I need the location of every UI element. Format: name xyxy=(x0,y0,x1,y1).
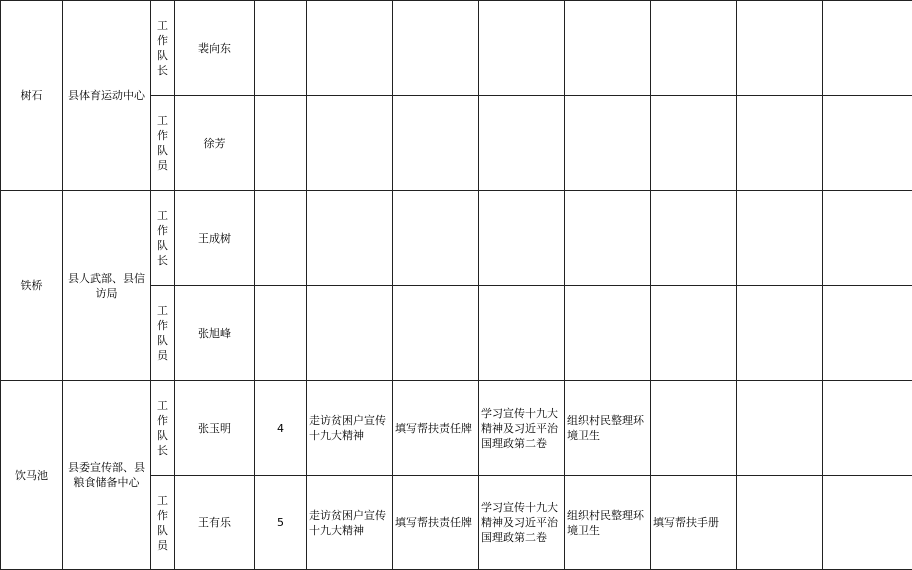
count-cell xyxy=(255,1,307,96)
empty-cell xyxy=(823,1,912,96)
name-cell: 王成树 xyxy=(175,191,255,286)
village-cell: 铁桥 xyxy=(1,191,63,381)
task-cell: 填写帮扶手册 xyxy=(651,476,737,570)
task-cell: 填写帮扶责任牌 xyxy=(393,476,479,570)
empty-cell xyxy=(823,286,912,381)
task-cell xyxy=(479,1,565,96)
role-cell xyxy=(151,476,175,570)
task-cell: 走访贫困户宣传十九大精神 xyxy=(307,476,393,570)
empty-cell xyxy=(737,191,823,286)
task-cell xyxy=(307,1,393,96)
name-cell: 张玉明 xyxy=(175,381,255,476)
task-cell xyxy=(307,96,393,191)
task-cell: 组织村民整理环境卫生 xyxy=(565,476,651,570)
task-cell xyxy=(393,1,479,96)
empty-cell xyxy=(737,1,823,96)
count-cell xyxy=(255,286,307,381)
role-label: 工作队员 xyxy=(157,493,168,552)
task-cell xyxy=(651,191,737,286)
task-cell xyxy=(651,1,737,96)
task-cell xyxy=(307,191,393,286)
task-cell xyxy=(479,191,565,286)
task-cell xyxy=(307,286,393,381)
empty-cell xyxy=(737,476,823,570)
count-cell xyxy=(255,96,307,191)
role-cell xyxy=(151,96,175,191)
name-cell: 徐芳 xyxy=(175,96,255,191)
task-cell xyxy=(479,96,565,191)
task-cell xyxy=(565,191,651,286)
task-cell xyxy=(479,286,565,381)
task-cell xyxy=(565,1,651,96)
role-label: 工作队员 xyxy=(157,114,168,172)
unit-cell: 县委宣传部、县粮食储备中心 xyxy=(63,381,151,570)
role-label: 工作队长 xyxy=(157,19,168,77)
table-row xyxy=(1,191,912,286)
village-cell: 树石 xyxy=(1,1,63,191)
name-cell: 王有乐 xyxy=(175,476,255,570)
task-cell: 填写帮扶责任牌 xyxy=(393,381,479,476)
empty-cell xyxy=(823,96,912,191)
role-cell xyxy=(151,381,175,476)
name-cell: 张旭峰 xyxy=(175,286,255,381)
unit-cell: 县人武部、县信访局 xyxy=(63,191,151,381)
task-cell xyxy=(393,286,479,381)
task-cell xyxy=(393,96,479,191)
name-cell: 裴向东 xyxy=(175,1,255,96)
task-cell xyxy=(565,96,651,191)
count-cell: 5 xyxy=(255,476,307,570)
empty-cell xyxy=(823,191,912,286)
task-cell: 学习宣传十九大精神及习近平治国理政第二卷 xyxy=(479,381,565,476)
role-cell xyxy=(151,191,175,286)
empty-cell xyxy=(823,476,912,570)
role-cell xyxy=(151,286,175,381)
task-cell: 走访贫困户宣传十九大精神 xyxy=(307,381,393,476)
role-label: 工作队长 xyxy=(157,399,168,457)
role-label: 工作队长 xyxy=(157,209,168,267)
task-cell xyxy=(565,286,651,381)
task-cell xyxy=(651,96,737,191)
village-cell: 饮马池 xyxy=(1,381,63,570)
task-cell: 组织村民整理环境卫生 xyxy=(565,381,651,476)
table-row xyxy=(1,381,912,476)
empty-cell xyxy=(737,96,823,191)
unit-cell: 县体育运动中心 xyxy=(63,1,151,191)
role-label: 工作队员 xyxy=(157,304,168,362)
count-cell: 4 xyxy=(255,381,307,476)
task-cell xyxy=(393,191,479,286)
empty-cell xyxy=(823,381,912,476)
empty-cell xyxy=(737,286,823,381)
task-cell: 学习宣传十九大精神及习近平治国理政第二卷 xyxy=(479,476,565,570)
table-row xyxy=(1,1,912,96)
role-cell xyxy=(151,1,175,96)
empty-cell xyxy=(737,381,823,476)
task-cell xyxy=(651,286,737,381)
task-cell xyxy=(651,381,737,476)
count-cell xyxy=(255,191,307,286)
